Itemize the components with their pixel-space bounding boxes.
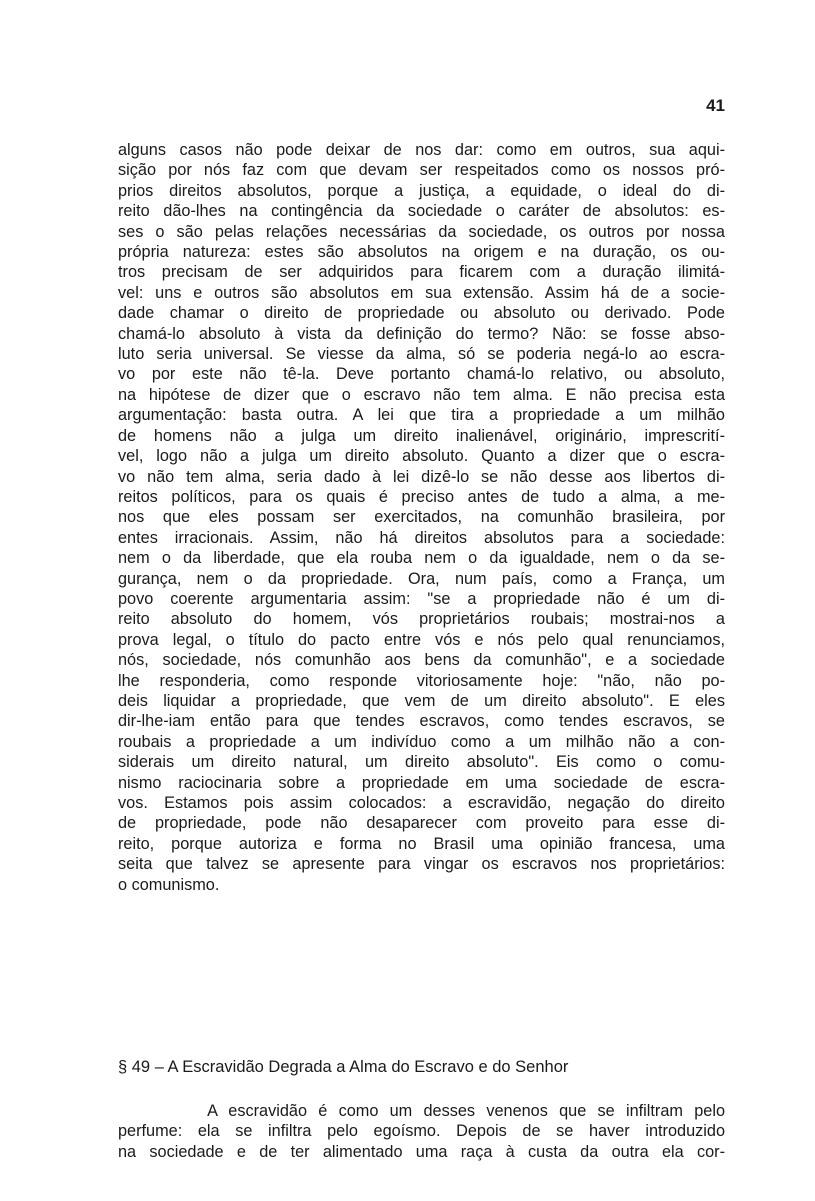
text-line: entes irracionais. Assim, não há direitos absolutos para a sociedade: <box>118 528 725 547</box>
text-line: nos que eles possam ser exercitados, na comunhão brasileira, por <box>118 508 725 527</box>
paragraph-body <box>118 140 725 895</box>
paragraph-section-49 <box>118 1101 725 1162</box>
text-line: seita que talvez se apresente para vingar os escravos nos proprietários: <box>118 855 725 874</box>
text-line: vo por este não tê-la. Deve portanto chamá-lo relativo, ou absoluto, <box>118 365 725 384</box>
text-line: prova legal, o título do pacto entre vós e nós pelo qual renunciamos, <box>118 630 725 649</box>
text-line: reito dão-lhes na contingência da sociedade o caráter de absolutos: es- <box>118 202 725 221</box>
text-line: reito absoluto do homem, vós proprietários roubais; mostrai-nos a <box>118 610 725 629</box>
text-line: ses o são pelas relações necessárias da sociedade, os outros por nossa <box>118 222 725 241</box>
text-line: de propriedade, pode não desaparecer com proveito para esse di- <box>118 814 725 833</box>
text-line: argumentação: basta outra. A lei que tira a propriedade a um milhão <box>118 406 725 425</box>
text-line: na sociedade e de ter alimentado uma raça à custa da outra ela cor- <box>118 1142 725 1161</box>
text-line: de homens não a julga um direito inalienável, originário, imprescrití- <box>118 426 725 445</box>
text-line: sição por nós faz com que devam ser respeitados como os nossos pró- <box>118 161 725 180</box>
text-line: nismo raciocinaria sobre a propriedade em uma sociedade de escra- <box>118 773 725 792</box>
text-line: o comunismo. <box>118 875 220 894</box>
text-line: reitos políticos, para os quais é preciso antes de tudo a alma, a me- <box>118 487 725 506</box>
text-line: siderais um direito natural, um direito absoluto". Eis como o comu- <box>118 753 725 772</box>
text-line: vo não tem alma, seria dado à lei dizê-lo se não desse aos libertos di- <box>118 467 725 486</box>
text-line: prios direitos absolutos, porque a justiça, a equidade, o ideal do di- <box>118 181 725 200</box>
text-line: vel: uns e outros são absolutos em sua extensão. Assim há de a socie- <box>118 283 725 302</box>
text-line: nós, sociedade, nós comunhão aos bens da comunhão", e a sociedade <box>118 651 725 670</box>
text-line: reito, porque autoriza e forma no Brasil uma opinião francesa, uma <box>118 834 725 853</box>
text-line: gurança, nem o da propriedade. Ora, num país, como a França, um <box>118 569 725 588</box>
text-line: dir-lhe-iam então para que tendes escravos, como tendes escravos, se <box>118 712 725 731</box>
text-line: tros precisam de ser adquiridos para ficarem com a duração ilimitá- <box>118 263 725 282</box>
section-heading: § 49 – A Escravidão Degrada a Alma do Escravo e do Senhor <box>118 1058 569 1076</box>
text-line: deis liquidar a propriedade, que vem de um direito absoluto". E eles <box>118 691 725 710</box>
text-line: lhe responderia, como responde vitoriosamente hoje: "não, não po- <box>118 671 725 690</box>
text-line: A escravidão é como um desses venenos que se infiltram pelo <box>118 1102 725 1120</box>
text-line: vel, logo não a julga um direito absoluto. Quanto a dizer que o escra- <box>118 447 725 466</box>
text-line: dade chamar o direito de propriedade ou absoluto ou derivado. Pode <box>118 304 725 323</box>
text-line: na hipótese de dizer que o escravo não tem alma. E não precisa esta <box>118 385 725 404</box>
text-line: perfume: ela se infiltra pelo egoísmo. Depois de se haver introduzido <box>118 1122 725 1141</box>
text-line: nem o da liberdade, que ela rouba nem o da igualdade, nem o da se- <box>118 549 725 568</box>
page-number: 41 <box>706 96 725 115</box>
text-line: povo coerente argumentaria assim: "se a propriedade não é um di- <box>118 589 725 608</box>
text-line: roubais a propriedade a um indivíduo como a um milhão não a con- <box>118 732 725 751</box>
text-line: vos. Estamos pois assim colocados: a escravidão, negação do direito <box>118 794 725 812</box>
text-line: alguns casos não pode deixar de nos dar: como em outros, sua aqui- <box>118 141 725 159</box>
text-line: chamá-lo absoluto à vista da definição do termo? Não: se fosse abso- <box>118 324 725 343</box>
text-line: própria natureza: estes são absolutos na origem e na duração, os ou- <box>118 243 725 262</box>
text-line: luto seria universal. Se viesse da alma, só se poderia negá-lo ao escra- <box>118 345 725 364</box>
